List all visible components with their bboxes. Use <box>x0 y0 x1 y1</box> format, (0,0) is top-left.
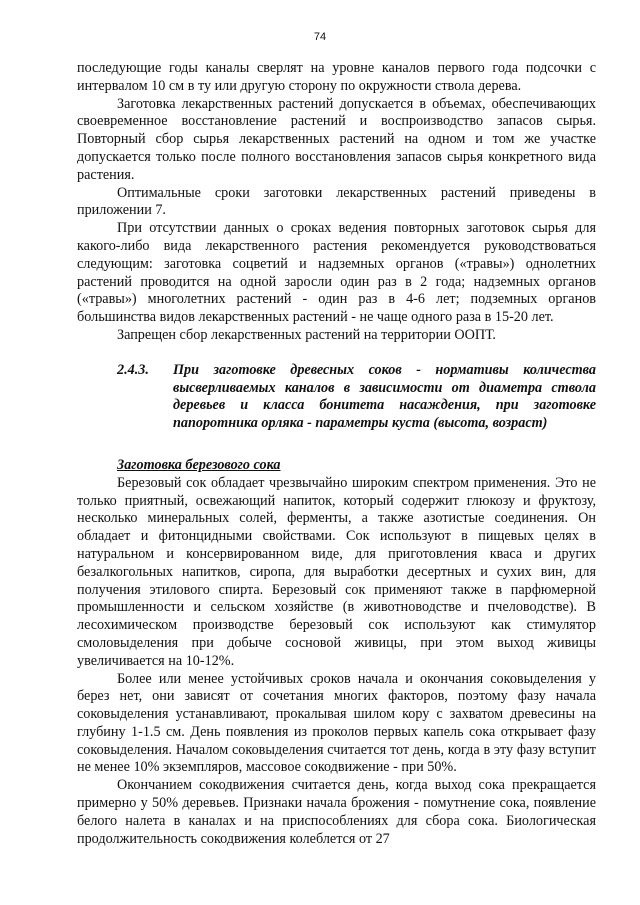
paragraph: Заготовка лекарственных растений допускается в объемах, обеспечивающих своевременное восстановление растений и воспроизводство запасов сырья. Повторный сбор сырья лекарственных растений на одном и том же участке допускается только после полного восстановления запасов сырья конкретного вида растения. <box>77 95 596 183</box>
paragraph: последующие годы каналы сверлят на уровне каналов первого года подсочки с интервалом 10 см в ту или другую сторону по окружности ствола дерева. <box>77 60 596 94</box>
section-title: При заготовке древесных соков - нормативы количества высверливаемых каналов в зависимости от диаметра ствола деревьев и класса бонитета насаждения, при заготовке папоротника орляка - параметры куста (высота, возраст) <box>173 361 596 432</box>
page-number: 74 <box>313 31 327 43</box>
paragraph: При отсутствии данных о сроках ведения повторных заготовок сырья для какого-либо вида лекарственного растения рекомендуется руководствоваться следующим: заготовка соцветий и надземных органов («травы») однолетних растений проводится на одной заросли один раз в 2 года; надземных органов («травы») многолетних растений - один раз в 4-6 лет; подземных органов большинства видов лекарственных растений - не чаще одного раза в 15-20 лет. <box>77 220 596 326</box>
subheading: Заготовка березового сока <box>117 456 281 473</box>
section-number: 2.4.3. <box>117 361 149 378</box>
paragraph: Березовый сок обладает чрезвычайно широким спектром применения. Это не только приятный, освежающий напиток, который содержит глюкозу и фруктозу, несколько минеральных солей, ферменты, а также азотистые соединения. Он обладает и фитонцидными свойствами. Сок используют в пищевых целях в натуральном и консервированном виде, для приготовления кваса и других безалкогольных напитков, сиропа, для выработки десертных и сухих вин, для получения этилового спирта. Березовый сок применяют также в парфюмерной промышленности и сельском хозяйстве (в животноводстве и пчеловодстве). В лесохимическом производстве березовый сок используют как стимулятор смоловыделения при добыче сосновой живицы, при этом выход живицы увеличивается на 10-12%. <box>77 474 596 669</box>
paragraph: Более или менее устойчивых сроков начала и окончания соковыделения у берез нет, они зависят от сочетания многих факторов, поэтому фазу начала соковыделения устанавливают, прокалывая шилом кору с захватом древесины на глубину 1-1.5 см. День появления из проколов первых капель сока открывает фазу соковыделения. Началом соковыделения считается тот день, когда в эту фазу вступит не менее 10% экземпляров, массовое сокодвижение - при 50%. <box>77 670 596 776</box>
paragraph: Окончанием сокодвижения считается день, когда выход сока прекращается примерно у 50% деревьев. Признаки начала брожения - помутнение сока, появление белого налета в каналах и на приспособлениях для сбора сока. Биологическая продолжительность сокодвижения колеблется от 27 <box>77 777 596 847</box>
paragraph: Запрещен сбор лекарственных растений на территории ООПТ. <box>117 326 496 343</box>
section-heading <box>77 362 596 433</box>
paragraph: Оптимальные сроки заготовки лекарственных растений приведены в приложении 7. <box>77 184 596 219</box>
page-body <box>77 60 596 848</box>
